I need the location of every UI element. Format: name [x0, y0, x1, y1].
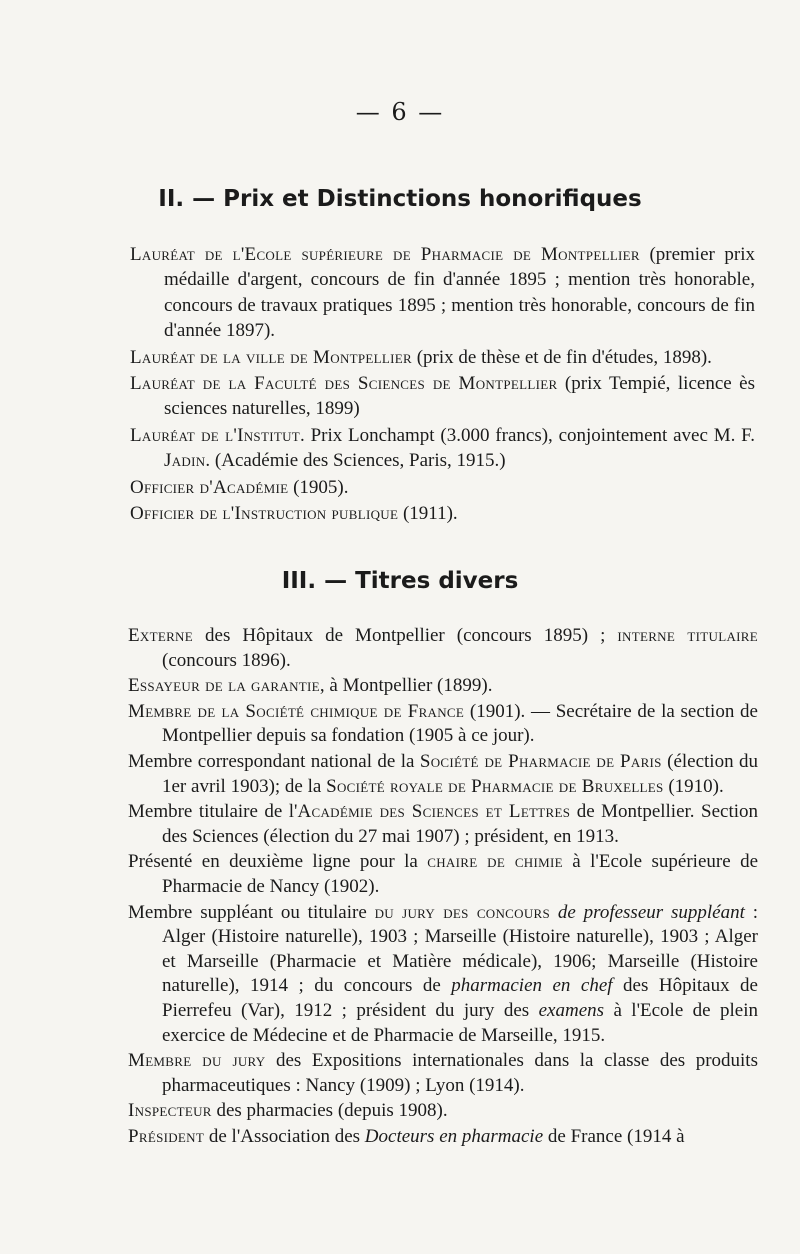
list-item	[128, 700, 758, 749]
small-caps-text: Lauréat de l'Ecole supérieure de Pharmacie de Montpellier	[130, 244, 640, 265]
small-caps-text: Membre du jury	[128, 1050, 266, 1072]
list-item	[130, 371, 755, 422]
list-item	[128, 1099, 758, 1124]
entry-text: : Alger (Histoire naturelle), 1903 ; Marseille (Histoire naturelle), 1903 ; Alger et Marseille (Pharmacie et Matière médicale), 1906; Marseille (Histoire naturelle), 1914 ; du concours de	[162, 901, 759, 997]
list-item	[130, 345, 755, 370]
small-caps-text: Lauréat de l'Institut	[130, 424, 300, 446]
list-item	[130, 475, 755, 500]
list-item	[130, 501, 755, 526]
small-caps-text: Inspecteur	[128, 1100, 212, 1122]
entry-text: de l'Association des	[204, 1125, 365, 1147]
small-caps-text: Lauréat de la Faculté des Sciences de Montpellier	[130, 373, 558, 395]
small-caps-text: Membre de la Société chimique de France	[128, 700, 465, 722]
list-item	[128, 1049, 758, 1098]
prizes-list	[130, 242, 755, 527]
small-caps-text: Président	[128, 1125, 205, 1147]
entry-text: (concours 1896).	[162, 649, 291, 671]
entry-text: (1910).	[663, 775, 724, 797]
small-caps-text: Académie des Sciences et Lettres	[297, 801, 571, 823]
entry-text: (1901). — Secrétaire de la section de Montpellier depuis sa fondation (1905 à ce jour).	[162, 700, 758, 747]
small-caps-text: chaire de chimie	[427, 851, 563, 873]
section-title-titles: III. — Titres divers	[281, 568, 519, 594]
small-caps-text: Société de Pharmacie de Paris	[419, 750, 662, 772]
entry-text: de Montpellier. Section des Sciences (élection du 27 mai 1907) ; président, en 1913.	[162, 801, 758, 847]
small-caps-text: Lauréat de la ville de Montpellier	[130, 346, 412, 368]
entry-text: à l'Ecole de plein exercice de Médecine et de Pharmacie de Marseille, 1915.	[162, 999, 759, 1046]
italic-text: examens	[538, 999, 605, 1021]
entry-text: des pharmacies (depuis 1908).	[211, 1100, 448, 1122]
entry-text: (élection du 1er avril 1903); de la	[162, 750, 758, 797]
entry-text: . (Académie des Sciences, Paris, 1915.)	[205, 450, 506, 472]
entry-text: des Expositions internationales dans la classe des produits pharmaceutiques : Nancy (1909) ; Lyon (1914).	[162, 1050, 758, 1096]
small-caps-text: Externe	[128, 625, 193, 646]
italic-text: Docteurs en pharmacie	[364, 1125, 544, 1147]
entry-text: Membre correspondant national de la	[128, 750, 420, 772]
small-caps-text: Société royale de Pharmacie de Bruxelles	[326, 775, 664, 797]
section-title-prizes: II. — Prix et Distinctions honorifiques	[158, 186, 642, 212]
list-item	[128, 1125, 758, 1150]
entry-text: des Hôpitaux de Montpellier (concours 1895) ;	[192, 625, 618, 646]
entry-text: , à Montpellier (1899).	[319, 675, 493, 697]
titles-list	[128, 624, 758, 1150]
entry-text: (prix Tempié, licence ès sciences naturelles, 1899)	[164, 373, 755, 420]
entry-text: (premier prix médaille d'argent, concours de fin d'année 1895 ; mention très honorable, concours de travaux pratiques 1895 ; mention très honorable, concours de fin d'année 1897).	[164, 244, 755, 342]
entry-text: à l'Ecole supérieure de Pharmacie de Nancy (1902).	[162, 851, 758, 897]
entry-text: (prix de thèse et de fin d'études, 1898).	[411, 346, 712, 368]
small-caps-text: Officier de l'Instruction publique	[130, 503, 399, 525]
entry-text: . Prix Lonchampt (3.000 francs), conjointement avec M. F.	[300, 424, 755, 446]
list-item	[128, 750, 758, 799]
list-item	[130, 423, 755, 474]
entry-text: des Hôpitaux de Pierrefeu (Var), 1912 ; président du jury des	[162, 975, 758, 1021]
page-number: — 6 —	[355, 98, 445, 126]
entry-text: (1911).	[398, 503, 458, 525]
small-caps-text: Officier d'Académie	[130, 476, 289, 498]
small-caps-text: Essayeur de la garantie	[128, 675, 320, 697]
small-caps-text: du jury des concours	[374, 901, 551, 923]
small-caps-text: interne titulaire	[617, 625, 758, 646]
list-item	[130, 242, 755, 344]
italic-text: de professeur suppléant	[557, 901, 745, 923]
small-caps-text: Jadin	[164, 450, 206, 472]
entry-text	[550, 902, 558, 923]
entry-text: (1905).	[288, 476, 349, 498]
list-item	[128, 901, 758, 1049]
entry-text: Membre titulaire de l'	[128, 801, 298, 823]
list-item	[128, 850, 758, 899]
entry-text: Présenté en deuxième ligne pour la	[128, 851, 428, 873]
entry-text: de France (1914 à	[543, 1125, 685, 1147]
entry-text: Membre suppléant ou titulaire	[128, 901, 375, 923]
italic-text: pharmacien en chef	[451, 975, 613, 997]
list-item	[128, 624, 758, 673]
list-item	[128, 674, 758, 699]
list-item	[128, 800, 758, 849]
